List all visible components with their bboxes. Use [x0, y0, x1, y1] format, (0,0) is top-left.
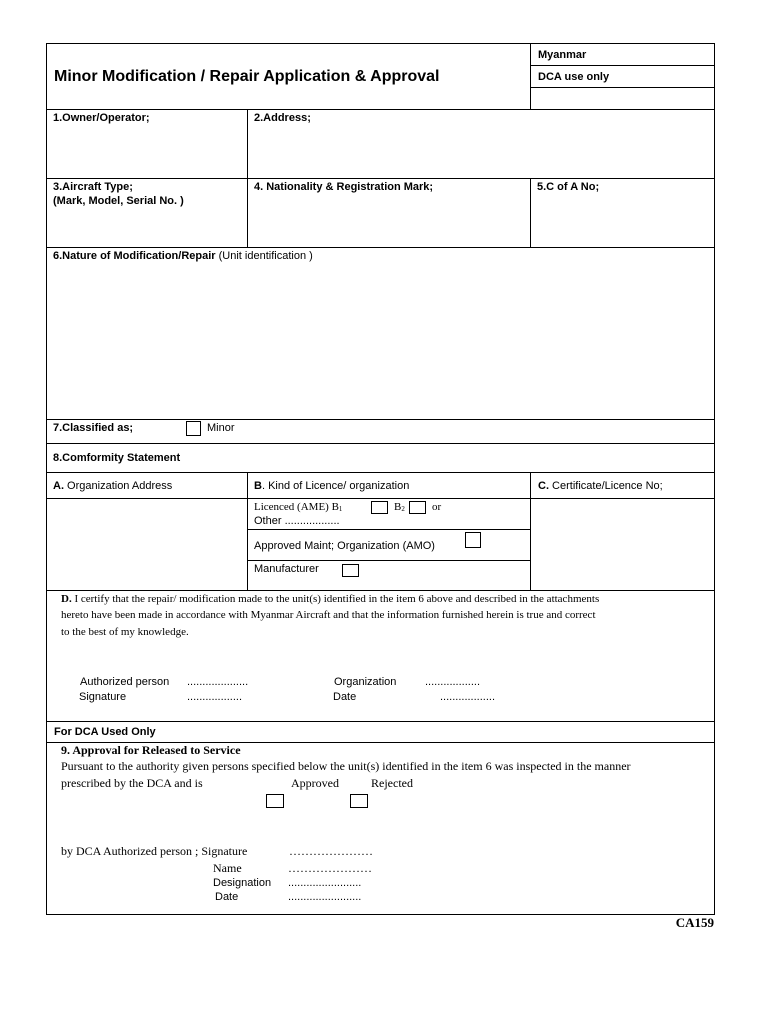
rule	[46, 247, 715, 248]
licence-kind-letter: B	[254, 480, 262, 492]
rule	[46, 472, 715, 473]
org-address-header	[53, 479, 172, 493]
aircraft-type-sublabel: (Mark, Model, Serial No. )	[53, 195, 184, 207]
rule	[247, 560, 530, 561]
rule	[247, 472, 248, 591]
classified-label: 7.Classified as;	[53, 422, 134, 434]
rule	[247, 109, 248, 248]
certificate-no-letter: C.	[538, 480, 549, 492]
country-label: Myanmar	[538, 49, 587, 61]
rule	[530, 472, 531, 591]
rejected-label: Rejected	[371, 776, 413, 790]
date-label: Date	[333, 691, 357, 703]
authorized-person-dots: ....................	[187, 676, 249, 688]
b2-checkbox[interactable]	[409, 501, 426, 514]
b2-text: B	[394, 501, 402, 513]
rule	[46, 109, 715, 110]
org-address-text: Organization Address	[64, 480, 173, 492]
rule	[46, 178, 715, 179]
dca-authorized-signature-label: by DCA Authorized person ; Signature	[61, 844, 248, 858]
nature-label	[53, 249, 313, 263]
ca-no-label: 5.C of A No;	[537, 181, 600, 193]
nature-label-normal: (Unit identification )	[215, 250, 313, 262]
or-label: or	[432, 501, 442, 513]
org-address-letter: A.	[53, 480, 64, 492]
aircraft-type-label: 3.Aircraft Type;	[53, 181, 133, 193]
manufacturer-label: Manufacturer	[254, 563, 319, 575]
certify-letter: D.	[61, 593, 72, 605]
authorized-person-label: Authorized person	[80, 676, 170, 688]
approval-heading: 9. Approval for Released to Service	[61, 743, 241, 757]
conformity-label: 8.Comformity Statement	[53, 452, 181, 464]
rule	[46, 498, 715, 499]
address-label: 2.Address;	[254, 112, 311, 124]
dca-date-label: Date	[215, 891, 239, 903]
page-title: Minor Modification / Repair Application & Approval	[54, 68, 440, 85]
rule	[46, 43, 47, 915]
licence-kind-text: . Kind of Licence/ organization	[261, 480, 410, 492]
rule	[46, 721, 715, 722]
b2-label	[394, 500, 405, 516]
rule	[46, 914, 715, 915]
b1-subscript: 1	[338, 505, 343, 513]
b2-subscript: 2	[401, 505, 405, 513]
rule	[714, 43, 715, 915]
signature-dots: ..................	[187, 691, 243, 703]
amo-label: Approved Maint; Organization (AMO)	[254, 540, 435, 552]
dca-name-label: Name	[213, 861, 242, 875]
approved-label: Approved	[291, 776, 339, 790]
rule	[46, 43, 715, 44]
dca-date-dots: ........................	[288, 891, 362, 903]
rule	[247, 529, 530, 530]
dca-designation-dots: ........................	[288, 877, 362, 889]
rule	[530, 87, 715, 88]
other-label: Other ..................	[254, 515, 340, 527]
rule	[46, 419, 715, 420]
dca-signature-dots: …………………	[289, 844, 373, 858]
approval-line-2: prescribed by the DCA and is	[61, 776, 203, 790]
certify-line-1	[61, 592, 599, 606]
rule	[530, 43, 531, 110]
nationality-label: 4. Nationality & Registration Mark;	[254, 181, 434, 193]
organization-label: Organization	[334, 676, 397, 688]
manufacturer-checkbox[interactable]	[342, 564, 359, 577]
licence-ame-text: Licenced (AME) B	[254, 501, 339, 513]
certificate-no-text: Certificate/Licence No;	[549, 480, 663, 492]
approval-line-1: Pursuant to the authority given persons specified below the unit(s) identified in the item 6 was inspected in the manner	[61, 759, 631, 773]
dca-name-dots: …………………	[288, 861, 372, 875]
dca-used-only-label: For DCA Used Only	[54, 726, 156, 738]
rejected-checkbox[interactable]	[350, 794, 368, 808]
signature-label: Signature	[79, 691, 127, 703]
rule	[46, 443, 715, 444]
certify-text-1: I certify that the repair/ modification made to the unit(s) identified in the item 6 above and described in the attachments	[71, 593, 600, 605]
licence-kind-header	[254, 479, 409, 493]
form-code: CA159	[675, 915, 714, 930]
minor-label: Minor	[207, 422, 235, 434]
nature-label-bold: 6.Nature of Modification/Repair	[53, 250, 216, 262]
rule	[46, 590, 715, 591]
owner-operator-label: 1.Owner/Operator;	[53, 112, 150, 124]
amo-checkbox[interactable]	[465, 532, 481, 548]
rule	[530, 178, 531, 248]
dca-designation-label: Designation	[213, 877, 272, 889]
approved-checkbox[interactable]	[266, 794, 284, 808]
organization-dots: ..................	[425, 676, 481, 688]
date-dots: ..................	[440, 691, 496, 703]
rule	[530, 65, 715, 66]
minor-checkbox[interactable]	[186, 421, 201, 436]
b1-checkbox[interactable]	[371, 501, 388, 514]
certificate-no-header	[538, 479, 663, 493]
certify-line-2: hereto have been made in accordance with Myanmar Aircraft and that the information furnished herein is true and correct	[61, 609, 596, 621]
certify-line-3: to the best of my knowledge.	[61, 626, 189, 638]
dca-use-label: DCA use only	[538, 71, 610, 83]
